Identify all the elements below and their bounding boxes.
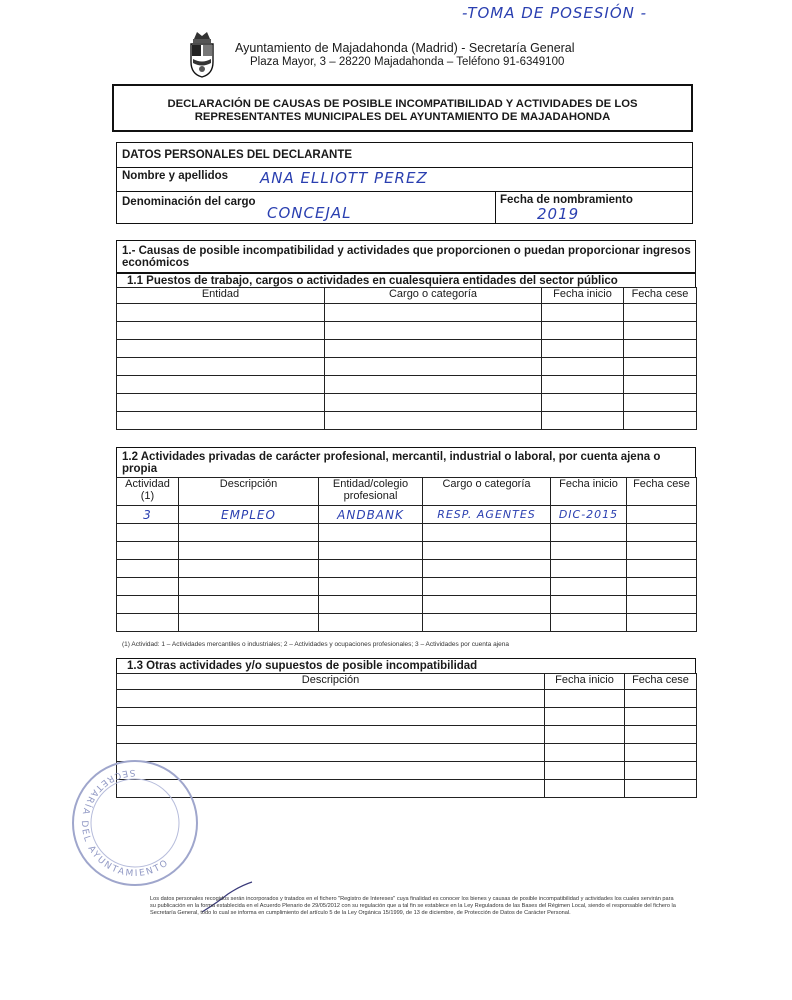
table-row[interactable] [117, 376, 697, 394]
cell-fecha-inicio[interactable]: DIC-2015 [551, 506, 627, 524]
cell-descripcion[interactable]: EMPLEO [179, 506, 319, 524]
title-line-1: DECLARACIÓN DE CAUSAS DE POSIBLE INCOMPATIBILIDAD Y ACTIVIDADES DE LOS [167, 98, 638, 110]
personal-data-box [116, 142, 693, 224]
subsection-1-3-header [116, 658, 696, 674]
cargo-label: Denominación del cargo [122, 196, 256, 208]
subsection-1-1-title: 1.1 Puestos de trabajo, cargos o actividades en cualesquiera entidades del sector público [127, 275, 618, 287]
cell-entidad[interactable]: ANDBANK [319, 506, 423, 524]
table-row[interactable] [117, 578, 697, 596]
table-1-3 [116, 673, 697, 798]
table-row[interactable] [117, 412, 697, 430]
table-1-2 [116, 477, 697, 632]
table-row[interactable] [117, 322, 697, 340]
fecha-nombramiento-label: Fecha de nombramiento [500, 194, 633, 206]
table-row[interactable] [117, 506, 697, 524]
table-row[interactable] [117, 542, 697, 560]
col-entidad-colegio: Entidad/colegio profesional [319, 478, 423, 506]
subsection-1-2-title-line-2: propia [122, 463, 158, 475]
col-entidad: Entidad [117, 288, 325, 304]
cargo-value[interactable]: CONCEJAL [267, 204, 352, 222]
col-descripcion: Descripción [179, 478, 319, 506]
col-fecha-inicio: Fecha inicio [551, 478, 627, 506]
coat-of-arms-icon [187, 30, 217, 78]
table-row[interactable] [117, 614, 697, 632]
table-row[interactable] [117, 690, 697, 708]
table-row[interactable] [117, 304, 697, 322]
personal-section-title: DATOS PERSONALES DEL DECLARANTE [122, 149, 353, 161]
table-row[interactable] [117, 762, 697, 780]
handwritten-annotation: -TOMA DE POSESIÓN - [462, 4, 648, 22]
cell-fecha-cese[interactable] [627, 506, 697, 524]
subsection-1-2-title-line-1: 1.2 Actividades privadas de carácter profesional, mercantil, industrial o laboral, por cuenta ajena o [122, 451, 661, 463]
svg-text:SECRETARÍA DEL AYUNTAMIENTO [79, 767, 172, 879]
name-value[interactable]: ANA ELLIOTT PEREZ [260, 169, 428, 187]
subsection-1-1-header [116, 273, 696, 288]
fecha-nombramiento-value[interactable]: 2019 [537, 205, 580, 223]
table-row[interactable] [117, 596, 697, 614]
subsection-1-3-title: 1.3 Otras actividades y/o supuestos de posible incompatibilidad [127, 660, 478, 672]
title-line-2: REPRESENTANTES MUNICIPALES DEL AYUNTAMIENTO DE MAJADAHONDA [194, 111, 611, 123]
col-fecha-cese: Fecha cese [625, 674, 697, 690]
header-line-1: Ayuntamiento de Majadahonda (Madrid) - Secretaría General [235, 41, 575, 55]
secretaria-stamp-icon [70, 758, 200, 888]
col-fecha-inicio: Fecha inicio [542, 288, 624, 304]
table-row[interactable] [117, 708, 697, 726]
subsection-1-2-header [116, 447, 696, 478]
activity-footnote: (1) Actividad: 1 – Actividades mercantiles o industriales; 2 – Actividades y ocupaciones profesionales; 3 – Actividades por cuenta ajena [122, 641, 509, 648]
table-row[interactable] [117, 394, 697, 412]
col-cargo-categoria: Cargo o categoría [423, 478, 551, 506]
cell-cargo[interactable]: RESP. AGENTES [423, 506, 551, 524]
section-1-header [116, 240, 696, 273]
table-row[interactable] [117, 744, 697, 762]
cell-actividad[interactable]: 3 [117, 506, 179, 524]
name-label: Nombre y apellidos [122, 170, 229, 182]
table-row[interactable] [117, 726, 697, 744]
table-row[interactable] [117, 340, 697, 358]
stamp-text: SECRETARÍA DEL AYUNTAMIENTO [78, 766, 172, 880]
table-row[interactable] [117, 560, 697, 578]
col-descripcion: Descripción [117, 674, 545, 690]
section-1-title-line-1: 1.- Causas de posible incompatibilidad y actividades que proporcionen o puedan proporcionar ingresos [122, 245, 691, 257]
data-protection-footer: Los datos personales recogidos serán incorporados y tratados en el fichero "Registro de Intereses" cuya finalidad es conocer los bienes y causas de posible incompatibilidad y actividades los cuales servirán para su publicación en la forma establecida en el Acuerdo Plenario de 29/05/2012 con su regulación que a tal fin se establece en la Ley Reguladora de las Bases del Régimen Local, siendo el responsable del fichero la Secretaría General, todo lo cual se informa en cumplimiento del artículo 5 de la Ley Orgánica 15/1999, de 13 de diciembre, de Protección de Datos de Carácter Personal. [150, 896, 676, 916]
table-row[interactable] [117, 524, 697, 542]
table-1-1 [116, 287, 697, 430]
col-actividad: Actividad (1) [117, 478, 179, 506]
header-line-2: Plaza Mayor, 3 – 28220 Majadahonda – Teléfono 91-6349100 [250, 56, 565, 68]
table-row[interactable] [117, 780, 697, 798]
table-row[interactable] [117, 358, 697, 376]
section-1-title-line-2: económicos [122, 257, 190, 269]
col-fecha-cese: Fecha cese [624, 288, 697, 304]
title-box [112, 84, 693, 132]
col-fecha-cese: Fecha cese [627, 478, 697, 506]
col-cargo: Cargo o categoría [325, 288, 542, 304]
col-fecha-inicio: Fecha inicio [545, 674, 625, 690]
